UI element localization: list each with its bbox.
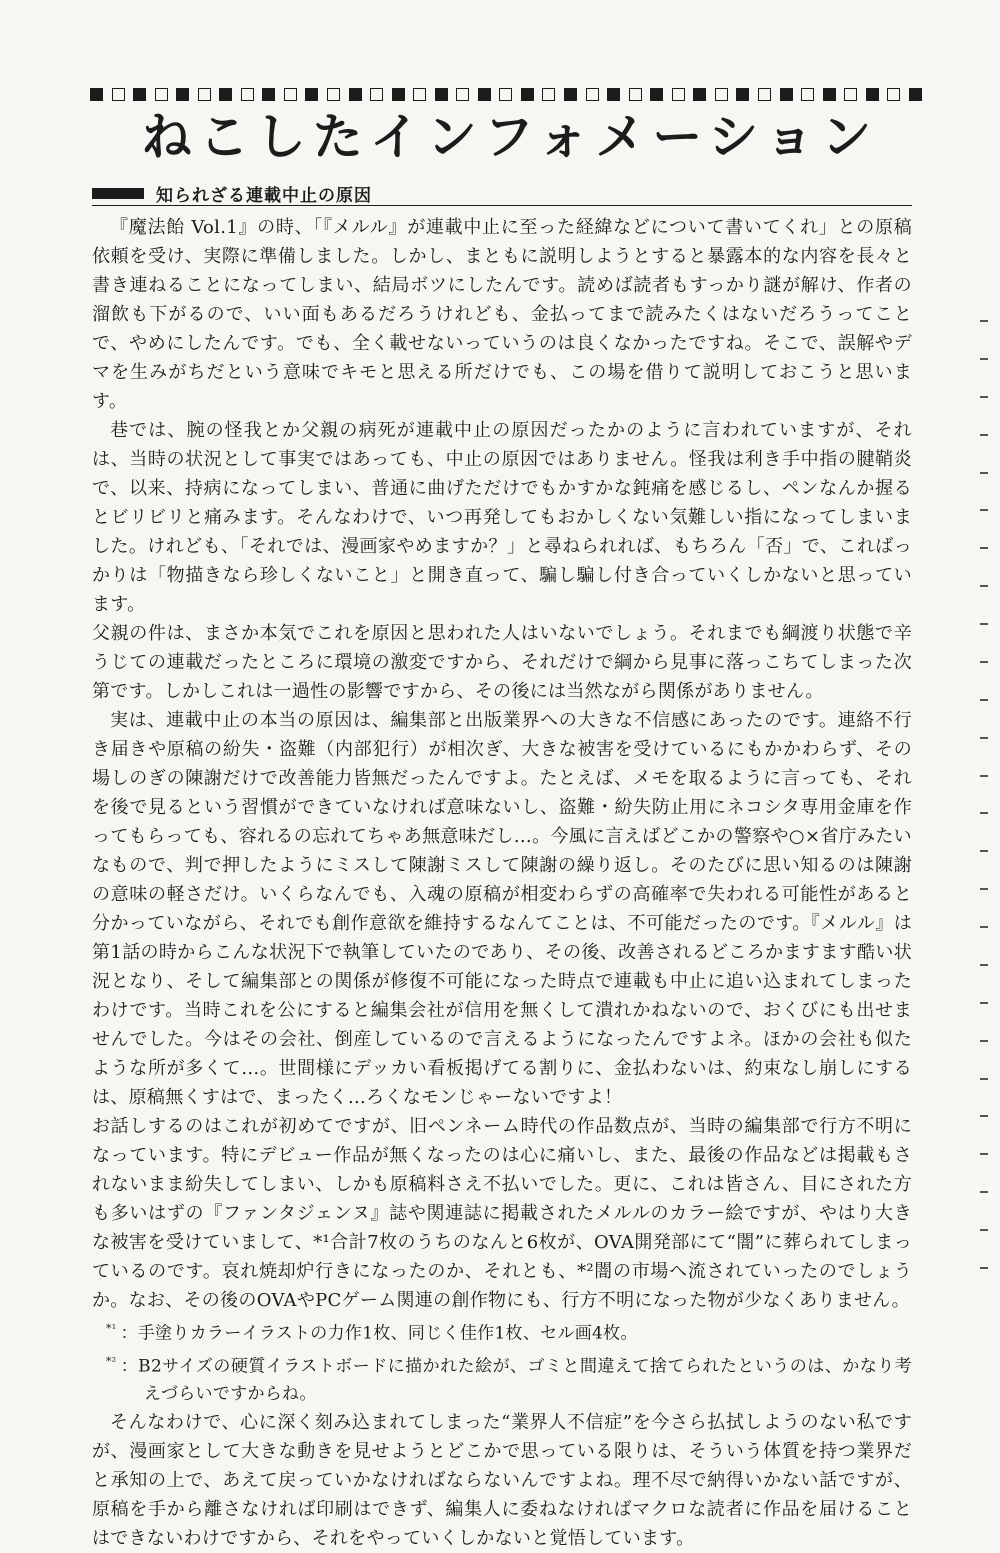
edge-tick bbox=[980, 1153, 988, 1155]
footnote bbox=[92, 1348, 912, 1409]
paragraph: お話しするのはこれが初めてですが、旧ペンネーム時代の作品数点が、当時の編集部で行方不明になっています。特にデビュー作品が無くなったのは心に痛いし、また、最後の作品などは掲載もされないまま紛失してしまい、しかも原稿料さえ不払いでした。更に、これは皆さん、目にされた方も多いはずの『ファンタジェンヌ』誌や関連誌に掲載されたメルルのカラー絵ですが、やはり大きな被害を受けていまして、*¹合計7枚のうちのなんと6枚が、OVA開発部にて“闇”に葬られてしまっているのです。哀れ焼却炉行きになったのか、それとも、*²闇の市場へ流されていったのでしょうか。なお、その後のOVAやPCゲーム関連の創作物にも、行方不明になった物が少なくありません。 bbox=[92, 1116, 912, 1311]
filled-square-icon bbox=[262, 88, 275, 101]
edge-tick bbox=[980, 547, 988, 549]
hollow-square-icon bbox=[801, 88, 814, 101]
edge-tick bbox=[980, 1078, 988, 1080]
footnote-mark: *¹ bbox=[106, 1322, 117, 1335]
filled-square-icon bbox=[349, 88, 362, 101]
edge-tick bbox=[980, 320, 988, 322]
edge-tick bbox=[980, 1115, 988, 1117]
filled-square-icon bbox=[780, 88, 793, 101]
edge-tick bbox=[980, 1040, 988, 1042]
section-header bbox=[92, 181, 372, 205]
paragraph: そんなわけで、心に深く刻み込まれてしまった“業界人不信症”を今さら払拭しようのない私ですが、漫画家として大きな動きを見せようとどこかで思っている限りは、そういう体質を持つ業界だと承知の上で、あえて戻っていかなければならないんですよね。理不尽で納得いかない話ですが、原稿を手から離さなければ印刷はできず、編集人に委ねなければマクロな読者に作品を届けることはできないわけですから、それをやっていくしかないと覚悟しています。 bbox=[92, 1412, 912, 1550]
section-rule bbox=[92, 205, 912, 206]
filled-square-icon bbox=[435, 88, 448, 101]
hollow-square-icon bbox=[887, 88, 900, 101]
filled-square-icon bbox=[866, 88, 879, 101]
edge-tick bbox=[980, 661, 988, 663]
filled-square-icon bbox=[607, 88, 620, 101]
edge-tick bbox=[980, 509, 988, 511]
paragraph: 巷では、腕の怪我とか父親の病死が連載中止の原因だったかのように言われていますが、それは、当時の状況として事実ではあっても、中止の原因ではありません。怪我は利き手中指の腱鞘炎で、以来、持病になってしまい、普通に曲げただけでもかすかな鈍痛を感じるし、ペンなんか握るとビリビリと痛みます。そんなわけで、いつ再発してもおかしくない気難しい指になってしまいました。けれども、「それでは、漫画家やめますか？」と尋ねられれば、もちろん「否」で、こればっかりは「物描きなら珍しくないこと」と開き直って、騙し騙し付き合っていくしかないと思っています。 bbox=[92, 420, 912, 615]
edge-tick bbox=[980, 775, 988, 777]
binding-edge-marks bbox=[980, 0, 1000, 1349]
edge-tick bbox=[980, 737, 988, 739]
filled-square-icon bbox=[564, 88, 577, 101]
edge-tick bbox=[980, 888, 988, 890]
section-bar-icon bbox=[92, 188, 144, 199]
hollow-square-icon bbox=[241, 88, 254, 101]
hollow-square-icon bbox=[844, 88, 857, 101]
hollow-square-icon bbox=[586, 88, 599, 101]
footnote bbox=[92, 1315, 912, 1348]
edge-tick bbox=[980, 434, 988, 436]
edge-tick bbox=[980, 1002, 988, 1004]
filled-square-icon bbox=[176, 88, 189, 101]
hollow-square-icon bbox=[456, 88, 469, 101]
hollow-square-icon bbox=[112, 88, 125, 101]
footnote-text: ：手塗りカラーイラストの力作1枚、同じく佳作1枚、セル画4枚。 bbox=[120, 1323, 638, 1344]
filled-square-icon bbox=[392, 88, 405, 101]
filled-square-icon bbox=[133, 88, 146, 101]
edge-tick bbox=[980, 964, 988, 966]
edge-tick bbox=[980, 812, 988, 814]
paragraph: 『魔法飴 Vol.1』の時、「『メルル』が連載中止に至った経緯などについて書いてくれ」との原稿依頼を受け、実際に準備しました。しかし、まともに説明しようとすると暴露本的な内容を長々と書き連ねることになってしまい、結局ボツにしたんです。読めば読者もすっかり謎が解け、作者の溜飲も下がるので、いい面もあるだろうけれども、金払ってまで読みたくはないだろうってことで、やめにしたんです。でも、全く載せないっていうのは良くなかったですね。そこで、誤解やデマを生みがちだという意味でキモと思える所だけでも、この場を借りて説明しておこうと思います。 bbox=[92, 217, 912, 412]
edge-tick bbox=[980, 623, 988, 625]
hollow-square-icon bbox=[629, 88, 642, 101]
edge-tick bbox=[980, 699, 988, 701]
edge-tick bbox=[980, 926, 988, 928]
hollow-square-icon bbox=[198, 88, 211, 101]
filled-square-icon bbox=[823, 88, 836, 101]
edge-tick bbox=[980, 850, 988, 852]
hollow-square-icon bbox=[413, 88, 426, 101]
edge-tick bbox=[980, 1267, 988, 1269]
hollow-square-icon bbox=[672, 88, 685, 101]
edge-tick bbox=[980, 396, 988, 398]
filled-square-icon bbox=[736, 88, 749, 101]
filled-square-icon bbox=[219, 88, 232, 101]
page-title: ねこしたインフォメーション bbox=[141, 108, 879, 166]
footnote-text: ：B2サイズの硬質イラストボードに描かれた絵が、ゴミと間違えて捨てられたというのは、かなり考えづらいですからね。 bbox=[120, 1356, 912, 1405]
filled-square-icon bbox=[650, 88, 663, 101]
section-heading: 知られざる連載中止の原因 bbox=[156, 185, 372, 206]
hollow-square-icon bbox=[715, 88, 728, 101]
hollow-square-icon bbox=[155, 88, 168, 101]
article-body bbox=[92, 213, 912, 1553]
hollow-square-icon bbox=[284, 88, 297, 101]
filled-square-icon bbox=[305, 88, 318, 101]
paragraph: 父親の件は、まさか本気でこれを原因と思われた人はいないでしょう。それまでも綱渡り状態で辛うじての連載だったところに環境の激変ですから、それだけで綱から見事に落っこちてしまった次第です。しかしこれは一過性の影響ですから、その後には当然ながら関係がありません。 bbox=[92, 623, 912, 702]
hollow-square-icon bbox=[542, 88, 555, 101]
footnote-mark: *² bbox=[106, 1354, 117, 1368]
filled-square-icon bbox=[521, 88, 534, 101]
edge-tick bbox=[980, 358, 988, 360]
edge-tick bbox=[980, 585, 988, 587]
hollow-square-icon bbox=[758, 88, 771, 101]
hollow-square-icon bbox=[370, 88, 383, 101]
square-pattern-border bbox=[90, 84, 922, 104]
paragraph: 実は、連載中止の本当の原因は、編集部と出版業界への大きな不信感にあったのです。連絡不行き届きや原稿の紛失・盗難（内部犯行）が相次ぎ、大きな被害を受けているにもかかわらず、その場しのぎの陳謝だけで改善能力皆無だったんですよ。たとえば、メモを取るように言っても、それを後で見るという習慣ができていなければ意味ないし、盗難・紛失防止用にネコシタ専用金庫を作ってもらっても、容れるの忘れてちゃあ無意味だし…。今風に言えばどこかの警察や○×省庁みたいなもので、判で押したようにミスして陳謝ミスして陳謝の繰り返し。そのたびに思い知るのは陳謝の意味の軽さだけ。いくらなんでも、入魂の原稿が相変わらずの高確率で失われる可能性があると分かっていながら、それでも創作意欲を維持するなんてことは、不可能だったのです。『メルル』は第1話の時からこんな状況下で執筆していたのであり、その後、改善されるどころかますます酷い状況となり、そして編集部との関係が修復不可能になった時点で連載も中止に追い込まれてしまったわけです。当時これを公にすると編集会社が信用を無くして潰れかねないので、おくびにも出せませんでした。今はその会社、倒産しているので言えるようになったんですよネ。ほかの会社も似たような所が多くて…。世間様にデッカい看板掲げてる割りに、金払わないは、約束なし崩しにするは、原稿無くすはで、まったく…ろくなモンじゃーないですよ！ bbox=[92, 710, 912, 1108]
edge-tick bbox=[980, 1229, 988, 1231]
filled-square-icon bbox=[909, 88, 922, 101]
filled-square-icon bbox=[693, 88, 706, 101]
hollow-square-icon bbox=[327, 88, 340, 101]
filled-square-icon bbox=[90, 88, 103, 101]
edge-tick bbox=[980, 1191, 988, 1193]
edge-tick bbox=[980, 472, 988, 474]
filled-square-icon bbox=[478, 88, 491, 101]
hollow-square-icon bbox=[499, 88, 512, 101]
